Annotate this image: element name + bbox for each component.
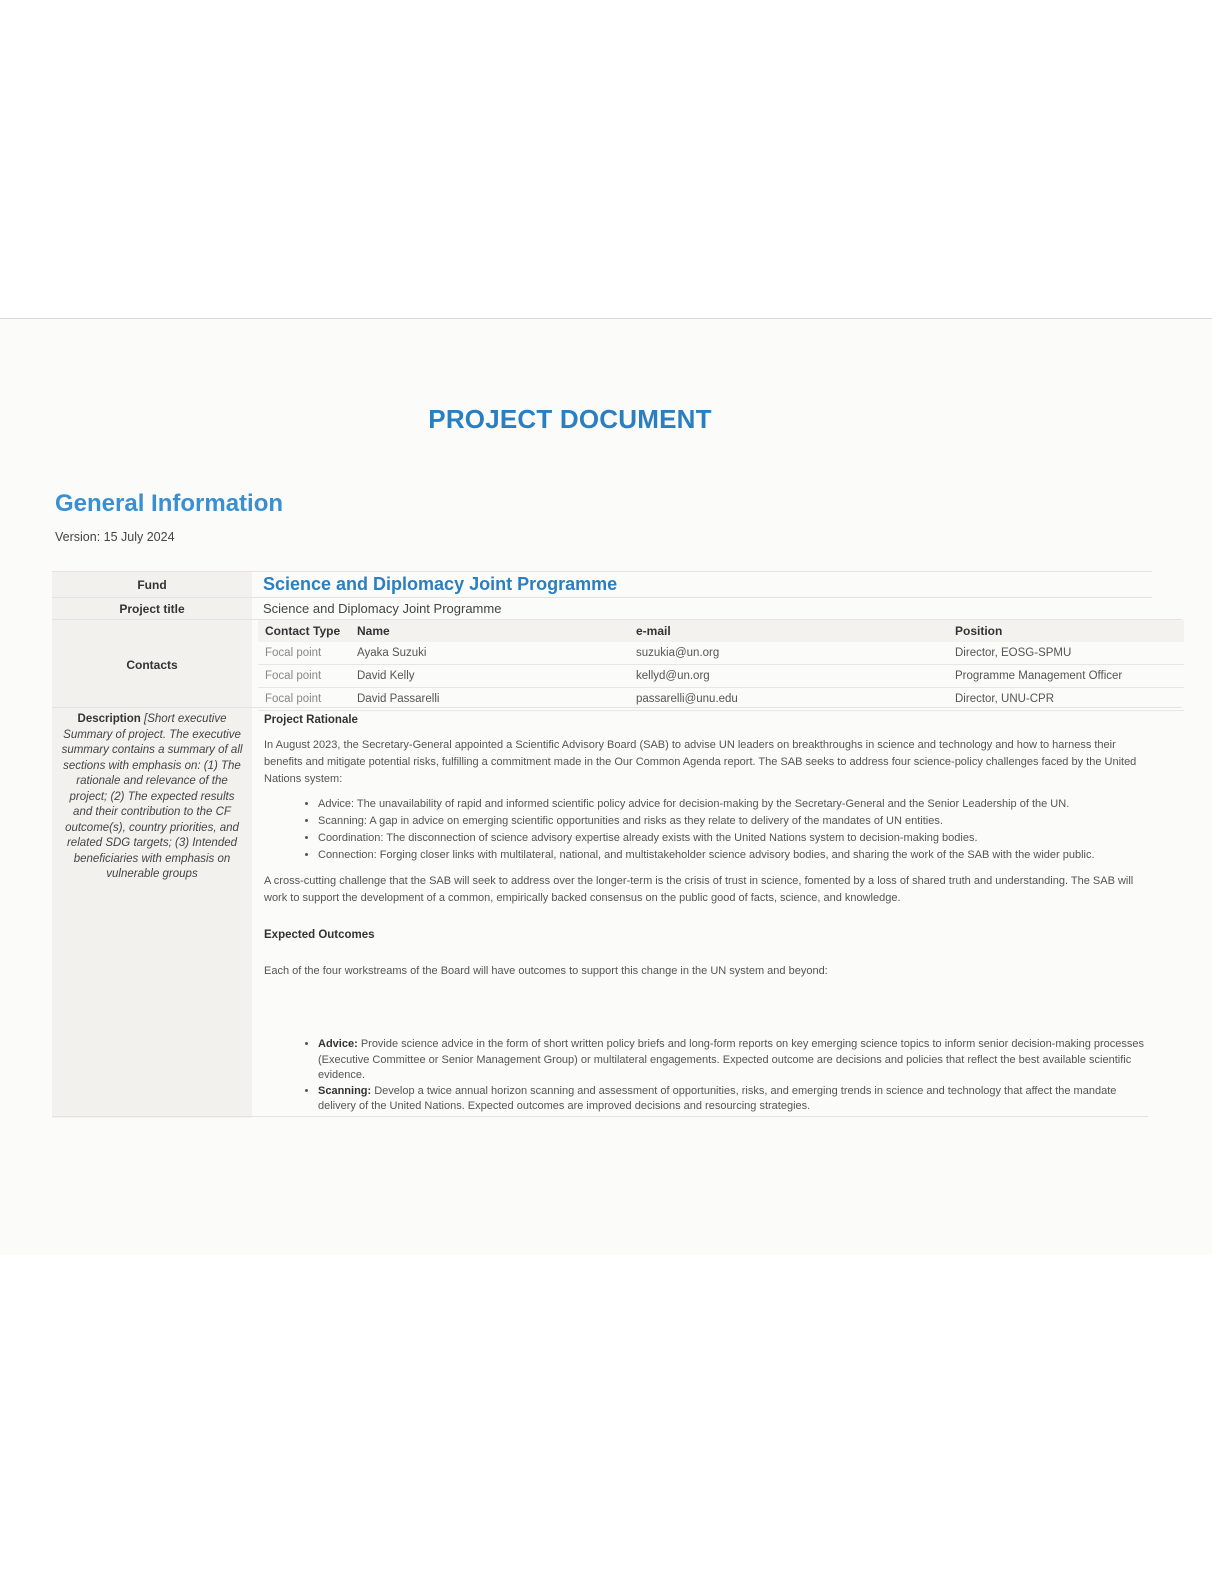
table-row: [258, 665, 1184, 688]
contact-email: kellyd@un.org: [629, 665, 948, 688]
description-label-hint: [Short executive Summary of project. The executive summary contains a summary of all sections with emphasis on: (1) The rationale and relevance of the project; (2) The expected results and their contribution to the CF outcome(s), country priorities, and related SDG targets; (3) Intended beneficiaries with emphasis on vulnerable groups: [61, 713, 243, 880]
list-item: [318, 1037, 1144, 1084]
project-title-label: Project title: [119, 602, 185, 616]
section-title: General Information: [55, 490, 284, 517]
list-item: • Advice: The unavailability of rapid and informed scientific policy advice for decision-making by the Secretary-General and the Senior Leadership of the UN.: [318, 796, 1144, 813]
rationale-heading: Project Rationale: [264, 714, 358, 726]
table-row: [258, 642, 1184, 665]
contact-type: Focal point: [258, 642, 350, 665]
list-item: • Coordination: The disconnection of science advisory expertise already exists with the United Nations system to decision-making bodies.: [318, 830, 1144, 847]
rationale-closing: A cross-cutting challenge that the SAB will seek to address over the longer-term is the crisis of trust in science, fomented by a loss of shared truth and understanding. The SAB will work to support the development of a common, empirically backed consensus on the public good of facts, science, and knowledge.: [264, 875, 1134, 904]
list-item: • Connection: Forging closer links with multilateral, national, and multistakeholder science advisory bodies, and sharing the work of the SAB with the wider public.: [318, 847, 1144, 864]
divider: [52, 597, 1152, 598]
outcome-term: Advice:: [318, 1038, 358, 1050]
outcomes-intro: Each of the four workstreams of the Board will have outcomes to support this change in the UN system and beyond:: [264, 965, 828, 977]
contact-name: David Passarelli: [350, 688, 629, 711]
contact-email: suzukia@un.org: [629, 642, 948, 665]
contact-type: Focal point: [258, 665, 350, 688]
contact-type: Focal point: [258, 688, 350, 711]
contact-position: Director, EOSG-SPMU: [948, 642, 1184, 665]
challenges-list: [264, 796, 1144, 864]
rationale-intro: In August 2023, the Secretary-General appointed a Scientific Advisory Board (SAB) to advise UN leaders on breakthroughs in science and technology and how to harness their benefits and mitigate potential risks, fulfilling a commitment made in the Our Common Agenda report. The SAB seeks to address four science-policy challenges faced by the United Nations system:: [264, 739, 1137, 785]
document-title: PROJECT DOCUMENT: [428, 404, 712, 434]
description-label: [60, 712, 244, 883]
outcomes-heading: Expected Outcomes: [264, 929, 375, 941]
column-header: Name: [350, 620, 629, 642]
contacts-label: Contacts: [126, 658, 178, 672]
table-header-row: [258, 620, 1184, 642]
outcome-term: Scanning:: [318, 1084, 372, 1097]
outcome-text: Develop a twice annual horizon scanning and assessment of opportunities, risks, and emerging trends in science and technology that affect the mandate delivery of the United Nations. Expected outcomes are improved decisions and resourcing strategies.: [318, 1084, 1117, 1112]
divider: [52, 1116, 1148, 1117]
contact-name: Ayaka Suzuki: [350, 642, 629, 665]
fund-label: Fund: [137, 578, 167, 592]
list-item: [318, 1084, 1144, 1115]
outcome-text: Provide science advice in the form of short written policy briefs and long-form reports on key emerging science topics to inform senior decision-making processes (Executive Committee or Senior Management Group) or multilateral engagements. Expected outcome are decisions and policies that reflect the best available scientific evidence.: [318, 1038, 1144, 1081]
contact-name: David Kelly: [350, 665, 629, 688]
divider: [52, 571, 1152, 572]
fund-value: Science and Diplomacy Joint Programme: [263, 574, 618, 594]
contacts-table: [258, 620, 1184, 711]
column-header: Position: [948, 620, 1184, 642]
column-header: e-mail: [629, 620, 948, 642]
column-header: Contact Type: [258, 620, 350, 642]
version-date: Version: 15 July 2024: [55, 530, 175, 544]
contact-position: Programme Management Officer: [948, 665, 1184, 688]
list-item: • Scanning: A gap in advice on emerging scientific opportunities and risks as they relate to delivery of the mandates of UN entities.: [318, 813, 1144, 830]
table-row: [258, 688, 1184, 711]
contact-position: Director, UNU-CPR: [948, 688, 1184, 711]
description-content: [264, 712, 1144, 1115]
description-label-title: Description: [77, 713, 141, 725]
outcomes-list: [264, 1037, 1144, 1115]
project-title-value: Science and Diplomacy Joint Programme: [263, 601, 502, 616]
contact-email: passarelli@unu.edu: [629, 688, 948, 711]
